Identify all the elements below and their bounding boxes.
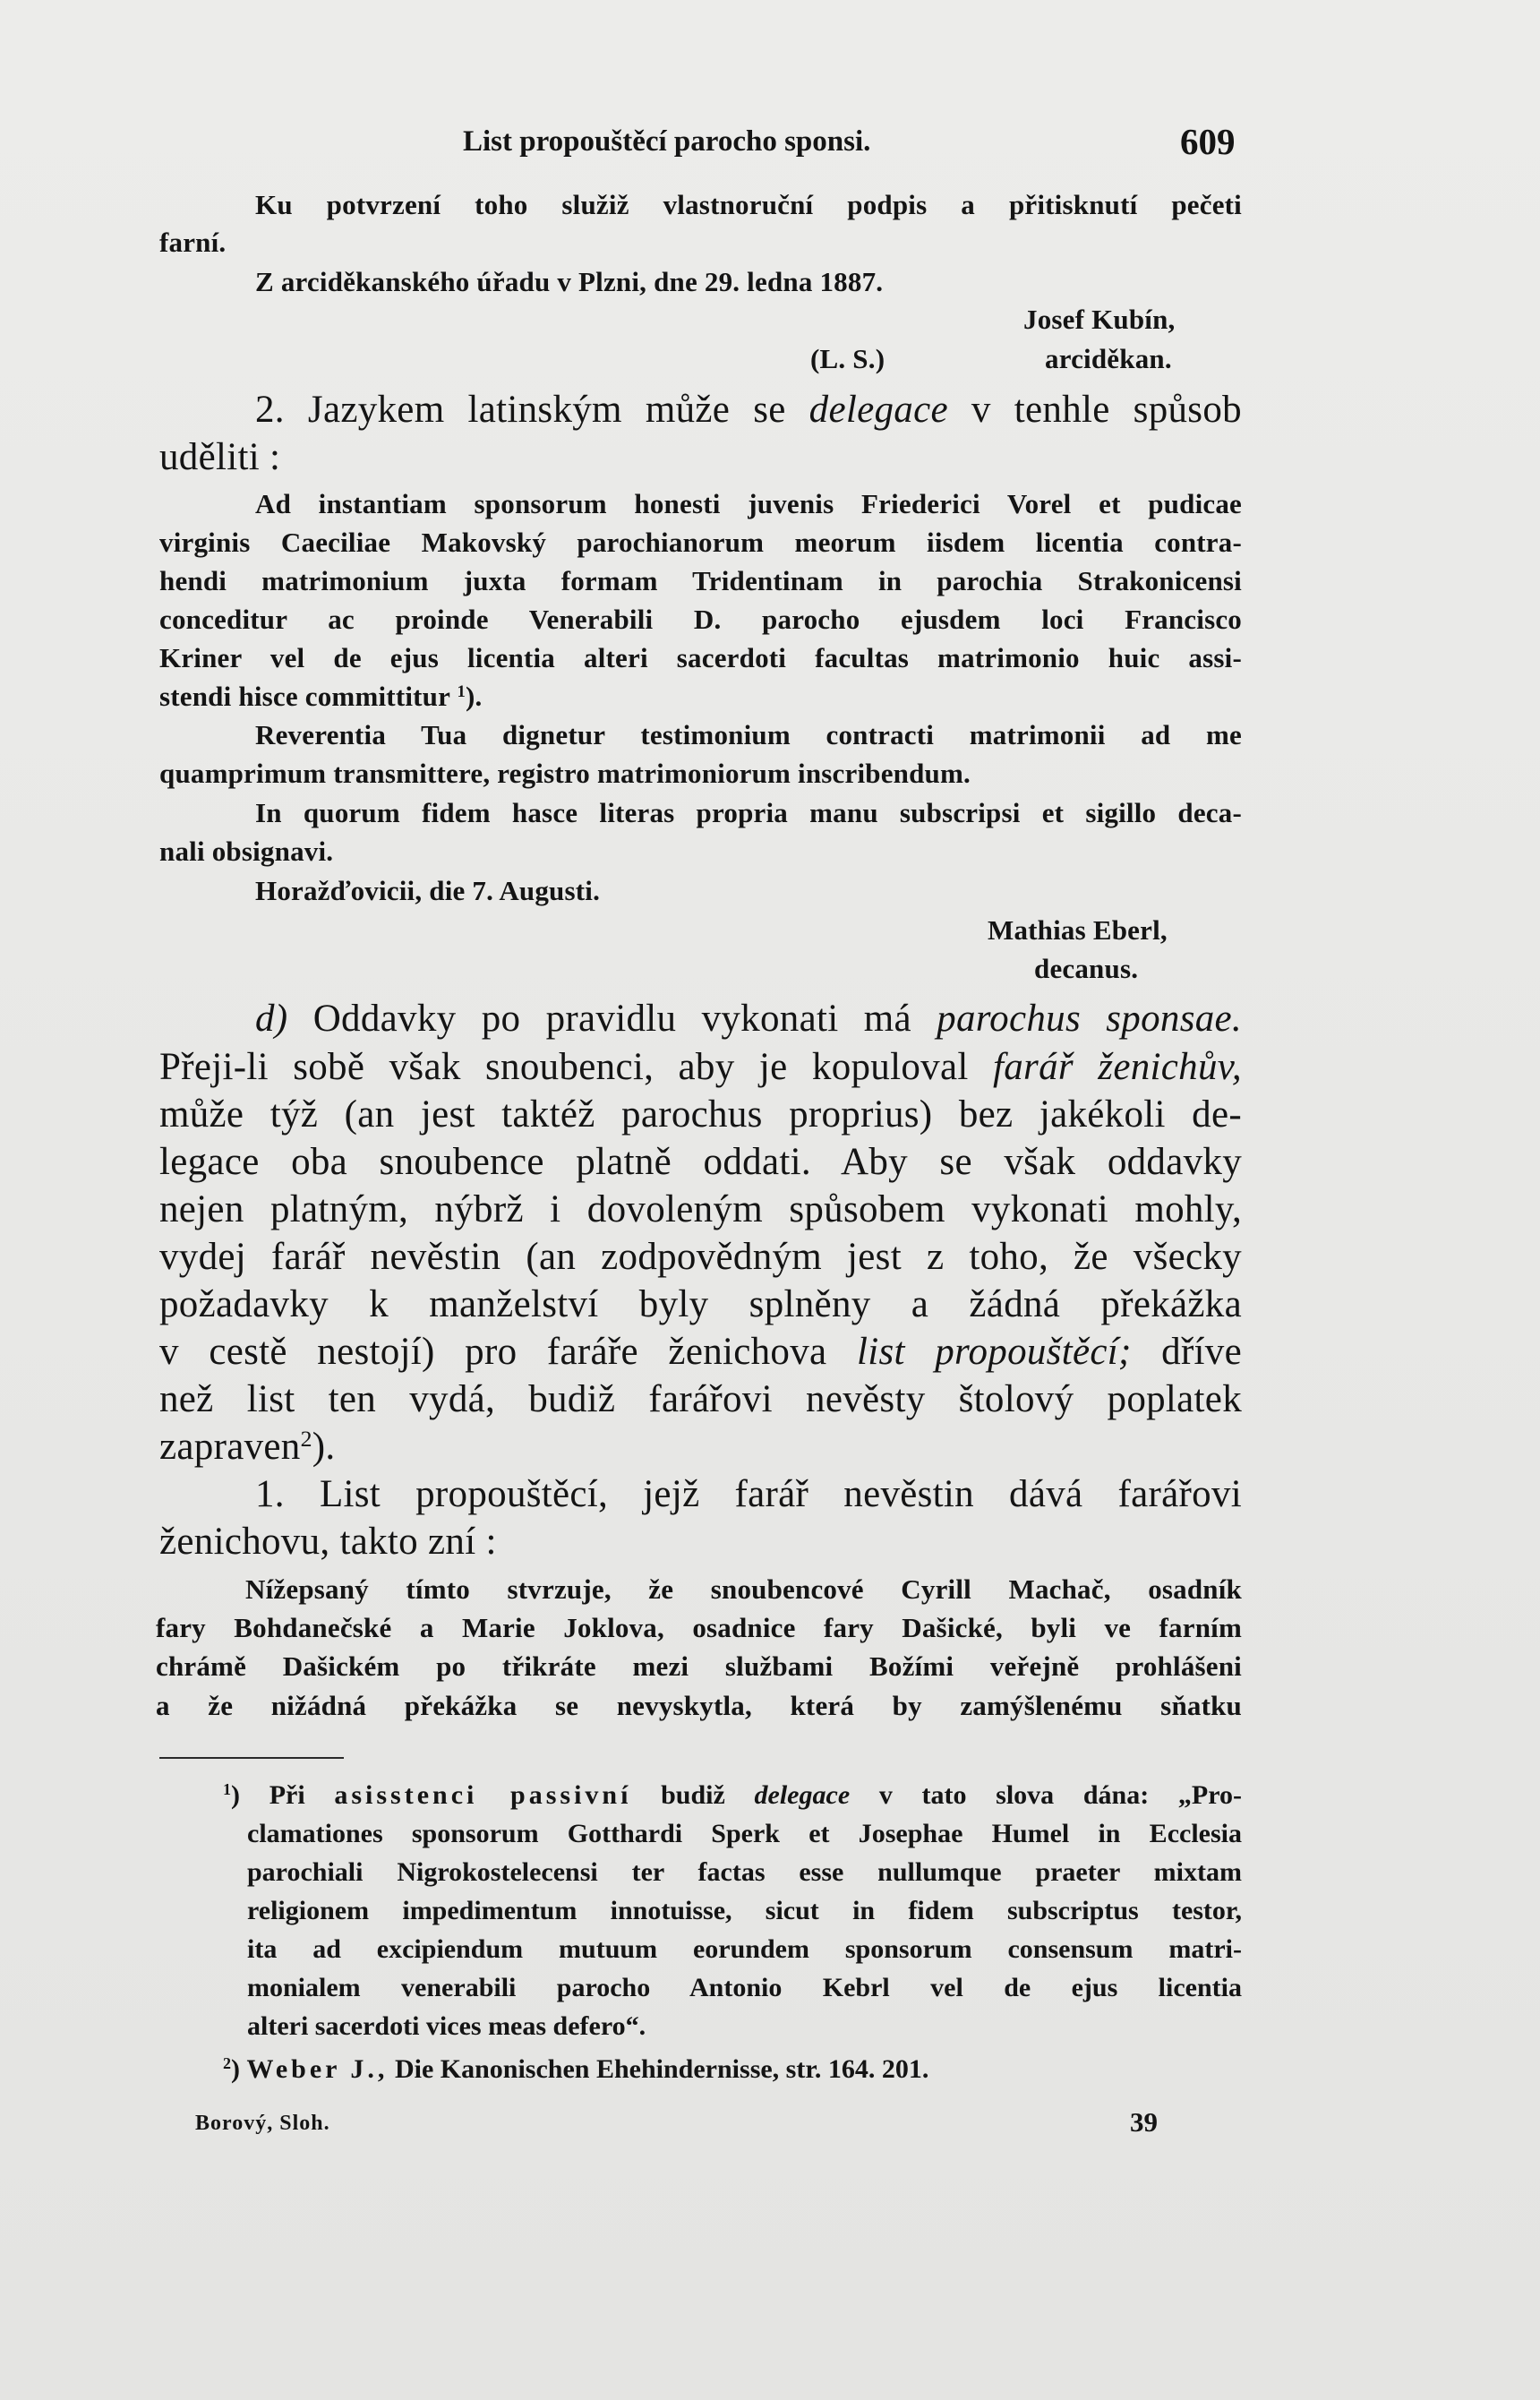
text-span: dříve [1161, 1331, 1242, 1373]
footnote-line: parochiali Nigrokostelecensi ter factas esse nullumque praeter mixtam [247, 1857, 1242, 1887]
footnote-line: monialem venerabili parocho Antonio Kebrl vel de ejus licentia [247, 1973, 1242, 2002]
section-d-line: požadavky k manželství byly splněny a žádná překážka [159, 1283, 1242, 1325]
signature-title: decanus. [1034, 953, 1139, 984]
footnote-ref: 1 [457, 681, 466, 701]
czech-line: Nížepsaný tímto stvrzuje, že snoubencové Cyrill Machač, osadník [245, 1573, 1242, 1605]
italic-span: parochus sponsae. [937, 998, 1242, 1040]
footnote-mark: 1 [223, 1780, 231, 1799]
signature-title: arciděkan. [1045, 343, 1172, 374]
running-title: List propouštěcí parocho sponsi. [463, 125, 871, 158]
latin-line: nali obsignavi. [159, 836, 334, 867]
text-span: budiž [661, 1780, 725, 1810]
latin-line: Kriner vel de ejus licentia alteri sacerdoti facultas matrimonio huic assi- [159, 642, 1242, 673]
latin-line: virginis Caeciliae Makovský parochianorum meorum iisdem licentia contra- [159, 527, 1242, 558]
latin-line [159, 681, 482, 713]
footnote-line: clamationes sponsorum Gotthardi Sperk et Josephae Humel in Ecclesia [247, 1819, 1242, 1848]
printer-signature: Borový, Sloh. [195, 2112, 330, 2135]
text-span: ). [312, 1426, 336, 1468]
text-line: uděliti : [159, 436, 281, 478]
text-line: farní. [159, 227, 227, 258]
text-span: v cestě nestojí) pro faráře ženichova [159, 1331, 827, 1373]
text-span: Při [269, 1780, 305, 1810]
intro-italic: delegace [808, 389, 948, 431]
footnote-1-line [223, 1780, 1242, 1811]
text-span: zapraven [159, 1426, 301, 1468]
section-d-line [159, 1045, 1242, 1089]
section-2-intro [255, 388, 1242, 432]
spaced-span: Weber J., [246, 2054, 389, 2084]
section-d-line [255, 997, 1242, 1041]
latin-line: conceditur ac proinde Venerabili D. parocho ejusdem loci Francisco [159, 604, 1242, 635]
section-1-line: ženichovu, takto zní : [159, 1521, 497, 1563]
section-label: d) [255, 998, 288, 1040]
footnote-rule [159, 1757, 344, 1759]
section-1-line: 1. List propouštěcí, jejž farář nevěstin dává farářovi [255, 1473, 1242, 1515]
latin-line-end: ). [465, 681, 483, 712]
section-d-line [159, 1425, 335, 1469]
czech-line: fary Bohdanečské a Marie Joklova, osadnice fary Dašické, byli ve farním [156, 1612, 1242, 1643]
intro-lead: Jazykem latinským může se [307, 389, 786, 431]
section-number: 2. [255, 389, 285, 431]
czech-line: a že nižádná překážka se nevyskytla, která by zamýšlenému sňatku [156, 1690, 1242, 1721]
footnote-line: alteri sacerdoti vices meas defero“. [247, 2011, 646, 2041]
footnote-line: ita ad excipiendum mutuum eorundem sponsorum consensum matri- [247, 1934, 1242, 1964]
czech-line: chrámě Dašickém po třikráte mezi službami Božími veřejně prohlášeni [156, 1650, 1242, 1682]
footnote-ref: 2 [300, 1425, 312, 1452]
latin-line: quamprimum transmittere, registro matrimoniorum inscribendum. [159, 758, 971, 789]
section-d-line [159, 1330, 1242, 1374]
latin-line: In quorum fidem hasce literas propria manu subscripsi et sigillo deca- [255, 797, 1242, 828]
text-span: v tato slova dána: „Pro- [878, 1780, 1243, 1810]
italic-span: list propouštěcí; [856, 1331, 1132, 1373]
italic-span: farář ženichův, [992, 1046, 1242, 1088]
section-d-line: než list ten vydá, budiž farářovi nevěsty štolový poplatek [159, 1378, 1242, 1420]
section-d-line: může týž (an jest taktéž parochus proprius) bez jakékoli de- [159, 1093, 1242, 1136]
place-date: Z arciděkanského úřadu v Plzni, dne 29. ledna 1887. [255, 266, 884, 297]
spaced-span: asisstenci passivní [334, 1780, 632, 1810]
section-d-line: legace oba snoubence platně oddati. Aby se však oddavky [159, 1141, 1242, 1183]
footnote-mark: 2 [223, 2054, 231, 2073]
footnote-line: religionem impedimentum innotuisse, sicut in fidem subscriptus testor, [247, 1896, 1242, 1925]
text-span: Přeji-li sobě však snoubenci, aby je kopuloval [159, 1046, 969, 1088]
latin-line: Ad instantiam sponsorum honesti juvenis Friederici Vorel et pudicae [255, 488, 1242, 519]
footnote-2-block: $^2$) [223, 2054, 240, 2084]
seal-mark: (L. S.) [810, 343, 886, 374]
signature-name: Mathias Eberl, [988, 914, 1168, 946]
signature-name: Josef Kubín, [1023, 304, 1176, 335]
footnote-1-block: $^1$) [223, 1780, 240, 1810]
latin-line-text: stendi hisce committitur [159, 681, 450, 712]
italic-span: delegace [754, 1780, 851, 1810]
page-number: 609 [1180, 121, 1236, 162]
section-d-line: nejen platným, nýbrž i dovoleným spůsobem vykonati mohly, [159, 1188, 1242, 1230]
sheet-number: 39 [1130, 2106, 1158, 2138]
section-d-line: vydej farář nevěstin (an zodpovědným jest z toho, že všecky [159, 1236, 1242, 1278]
text-span: Die Kanonischen Ehehindernisse, str. 164. 201. [394, 2054, 929, 2084]
text-line: Ku potvrzení toho služiž vlastnoruční podpis a přitisknutí pečeti [255, 189, 1242, 220]
intro-tail: v tenhle spůsob [971, 389, 1242, 431]
text-span: Oddavky po pravidlu vykonati má [312, 998, 911, 1040]
latin-line: hendi matrimonium juxta formam Tridentinam in parochia Strakonicensi [159, 565, 1242, 596]
footnote-2-line [223, 2054, 928, 2085]
latin-place-date: Horažďovicii, die 7. Augusti. [255, 875, 601, 906]
latin-line: Reverentia Tua dignetur testimonium contracti matrimonii ad me [255, 719, 1242, 750]
